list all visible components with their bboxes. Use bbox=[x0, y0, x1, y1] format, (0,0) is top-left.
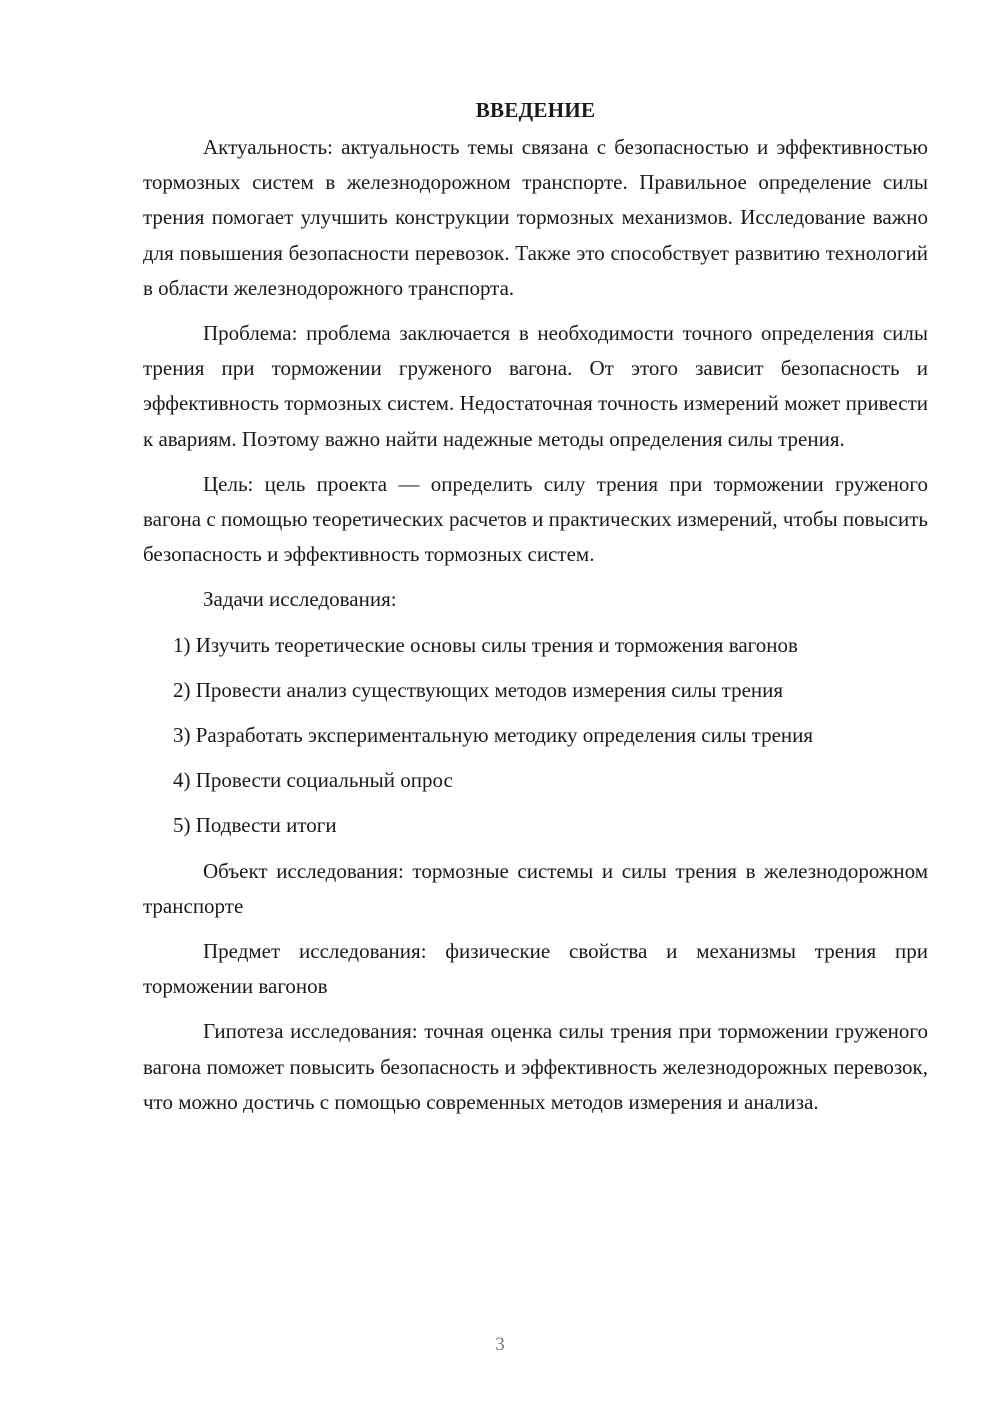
task-item-1: 1) Изучить теоретические основы силы трения и торможения вагонов bbox=[173, 632, 798, 657]
subject-paragraph: Предмет исследования: физические свойства и механизмы трения при торможении вагонов bbox=[143, 939, 928, 999]
task-item-5: 5) Подвести итоги bbox=[173, 813, 337, 838]
section-heading: ВВЕДЕНИЕ bbox=[475, 98, 596, 122]
object-paragraph: Объект исследования: тормозные системы и силы трения в железнодорожном транспорте bbox=[143, 858, 928, 918]
page-number: 3 bbox=[495, 1334, 505, 1355]
text-body bbox=[143, 93, 928, 1130]
task-item-3: 3) Разработать экспериментальную методику определения силы трения bbox=[173, 723, 814, 748]
tasks-title: Задачи исследования: bbox=[203, 587, 397, 612]
actuality-paragraph: Актуальность: актуальность темы связана с безопасностью и эффективностью тормозных систем в железнодорожном транспорте. Правильное определение силы трения помогает улучшить конструкции тормозных механизмов. Исследование важно для повышения безопасности перевозок. Также это способствует развитию технологий в области железнодорожного транспорта. bbox=[143, 135, 928, 300]
task-item-4: 4) Провести социальный опрос bbox=[173, 768, 453, 793]
task-item-2: 2) Провести анализ существующих методов измерения силы трения bbox=[173, 677, 784, 702]
problem-paragraph: Проблема: проблема заключается в необходимости точного определения силы трения при торможении груженого вагона. От этого зависит безопасность и эффективность тормозных систем. Недостаточная точность измерений может привести к авариям. Поэтому важно найти надежные методы определения силы трения. bbox=[143, 321, 928, 451]
goal-paragraph: Цель: цель проекта — определить силу трения при торможении груженого вагона с помощью теоретических расчетов и практических измерений, чтобы повысить безопасность и эффективность тормозных систем. bbox=[143, 471, 928, 567]
hypothesis-paragraph: Гипотеза исследования: точная оценка силы трения при торможении груженого вагона поможет повысить безопасность и эффективность железнодорожных перевозок, что можно достичь с помощью современных методов измерения и анализа. bbox=[143, 1019, 928, 1114]
